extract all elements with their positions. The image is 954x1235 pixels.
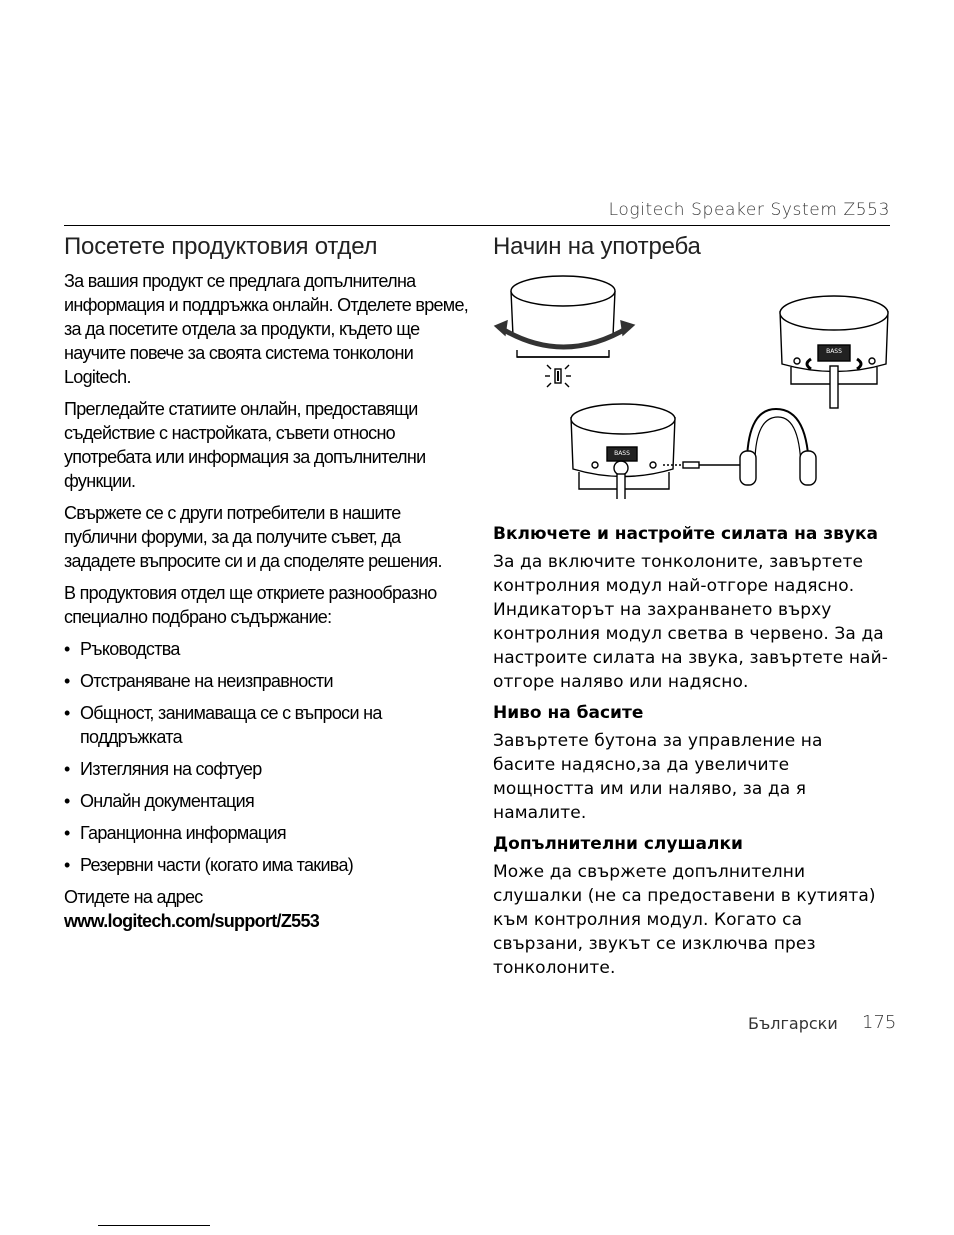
bass-pod-icon [780,296,888,408]
right-column [493,233,890,988]
headphones-text: Може да свържете допълнителни слушалки (не са предоставени в кутията) към контролния модул. Когато са свързани, звукът се изключва през тонколоните. [493,862,876,978]
list-item: • Резервни части (когато има такива) [64,853,474,877]
footer-language: Български [748,1014,838,1033]
bass-level-text: Завъртете бутона за управление на басите надясно,за да увеличите мощността им или наляво, за да я намалите. [493,731,823,823]
control-pod-illustration [493,269,890,499]
intro-paragraph: За вашия продукт се предлага допълнителна информация и поддръжка онлайн. Отделете време, за да посетите отдела за продукти, където ще научите повече за своята система тонколони Logitech. [64,271,469,387]
usage-heading: Начин на употреба [493,233,701,260]
headphone-jack-pod-icon [571,404,741,499]
list-item: • Изтегляния на софтуер [64,757,474,781]
content-paragraph: В продуктовия отдел ще откриете разнообразно специално подбрано съдържание: [64,583,437,627]
headphones-title: Допълнителни слушалки [493,834,743,854]
list-item: • Общност, занимаваща се с въпроси на поддръжката [64,701,474,749]
bottom-rule [98,1225,210,1226]
resource-list [64,637,474,877]
forums-paragraph: Свържете се с други потребители в нашите публични форуми, за да получите съвет, да зададете въпросите си и да споделяте решения. [64,503,442,571]
support-url-link[interactable]: www.logitech.com/support/Z553 [64,911,320,931]
power-volume-title: Включете и настройте силата на звука [493,524,879,544]
rotating-pod-icon [495,276,634,387]
list-item: • Гаранционна информация [64,821,474,845]
left-column [64,233,474,933]
header-rule [64,225,890,226]
bass-label: BASS [614,450,630,457]
bass-label: BASS [826,348,842,355]
support-heading: Посетете продуктовия отдел [64,233,378,260]
document-title: Logitech Speaker System Z553 [608,200,890,220]
bass-level-title: Ниво на басите [493,703,644,723]
list-item: • Онлайн документация [64,789,474,813]
list-item: • Отстраняване на неизправности [64,669,474,693]
page-number: 175 [862,1012,897,1033]
articles-paragraph: Прегледайте статиите онлайн, предоставящи съдействие с настройката, съвети относно употребата или информация за допълнителни функции. [64,399,426,491]
power-volume-text: За да включите тонколоните, завъртете контролния модул най-отгоре надясно. Индикаторът на захранването върху контролния модул светва в червено. За да настроите силата на звука, завъртете най-отгоре наляво или надясно. [493,552,888,692]
headphones-icon [740,409,816,485]
list-item: • Ръководства [64,637,474,661]
visit-text: Отидете на адрес [64,887,203,907]
